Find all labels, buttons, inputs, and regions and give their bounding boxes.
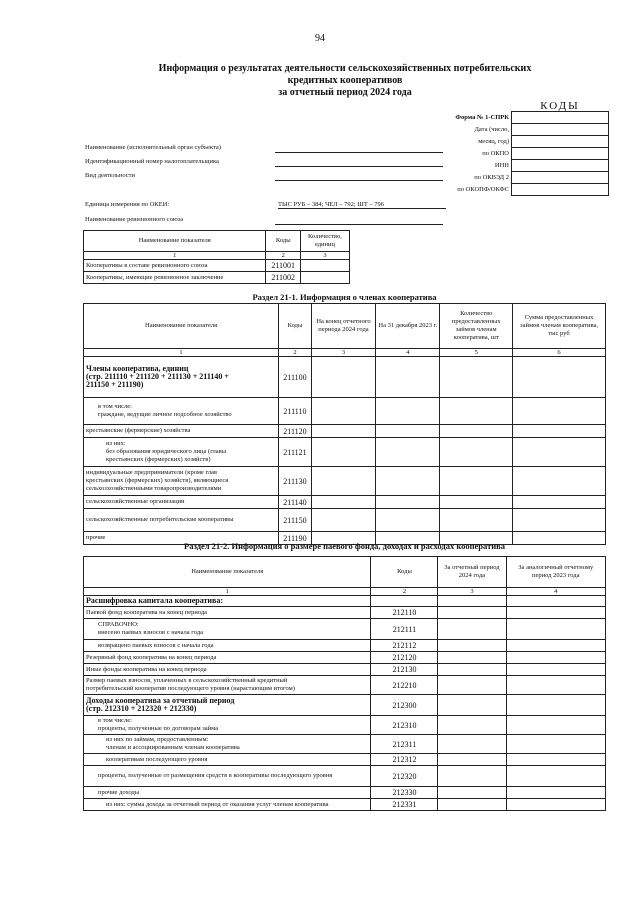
t0-colnum: 2: [266, 252, 300, 260]
codes-row-box[interactable]: [512, 160, 609, 172]
s1-row: [84, 467, 606, 496]
s2-row: [84, 664, 606, 676]
inn-line: [275, 166, 443, 167]
codes-row-box[interactable]: [512, 136, 609, 148]
s1-row-text: индивидуальные предприниматели (кроме глав: [86, 469, 217, 476]
s1-row-value[interactable]: [376, 509, 440, 532]
s1-row-value[interactable]: [311, 357, 375, 398]
executive-body-label: Наименование (исполнительный орган субъекта): [85, 144, 221, 151]
s1-row-value[interactable]: [513, 438, 606, 467]
codes-row: [440, 172, 609, 184]
s2-row-value[interactable]: [506, 716, 606, 735]
s1-row-code: 211120: [279, 425, 312, 438]
s2-row-text: СПРАВОЧНО:: [98, 621, 139, 628]
activity-label: Вид деятельности: [85, 172, 135, 179]
s2-row-value[interactable]: [506, 787, 606, 799]
s2-row-code: 212111: [371, 619, 438, 640]
s2-row-value[interactable]: [506, 676, 606, 695]
s1-row: [84, 509, 606, 532]
audit-union-label: Наименование ревизионного союза: [85, 216, 184, 223]
s2-row-value[interactable]: [438, 607, 506, 619]
s2-colnum: 1: [84, 588, 371, 596]
codes-row: [440, 136, 609, 148]
s1-row-value[interactable]: [311, 467, 375, 496]
s2-header: Наименование показателя: [84, 557, 371, 588]
s1-row-value[interactable]: [376, 496, 440, 509]
s1-row-value[interactable]: [376, 438, 440, 467]
s2-row-code: 212300: [371, 695, 438, 716]
s1-row-code: 211140: [279, 496, 312, 509]
s2-row-code: 212310: [371, 716, 438, 735]
s1-row-value[interactable]: [376, 425, 440, 438]
s1-row-value[interactable]: [376, 467, 440, 496]
s1-row-code: 211110: [279, 398, 312, 425]
codes-row-box[interactable]: [512, 124, 609, 136]
s2-row-code: 212331: [371, 799, 438, 811]
s2-row-name: [84, 695, 371, 716]
s2-row: [84, 799, 606, 811]
s2-row-name: [84, 766, 371, 787]
t0-row-name: Кооперативы в составе ревизионного союза: [84, 260, 266, 272]
s2-row-text: прочие доходы: [98, 788, 140, 796]
s2-row-text: из них: сумма дохода за отчетный период от оказания услуг членам кооператива: [106, 800, 329, 808]
s2-row-text: потребительский кооператив последующего уровня (нарастающим итогом): [86, 685, 295, 692]
s1-row-text: без образования юридического лица (главы: [106, 448, 227, 455]
s2-row-name: [84, 640, 371, 652]
s1-colnum: 4: [376, 349, 440, 357]
s1-row-name: [84, 496, 279, 509]
t0-row-code: 211001: [266, 260, 300, 272]
s2-row-name: [84, 799, 371, 811]
t0-header-code: Коды: [266, 231, 300, 252]
s1-header: Количество предоставленных займов членам кооператива, шт: [440, 304, 513, 349]
s1-row-value[interactable]: [311, 496, 375, 509]
codes-row-box[interactable]: [512, 148, 609, 160]
s2-row-text: в том числе:: [98, 717, 132, 724]
s1-row-value[interactable]: [311, 438, 375, 467]
s2-row-name: [84, 664, 371, 676]
s1-row-text: крестьянские (фермерские) хозяйства: [86, 427, 191, 434]
s1-row: [84, 357, 606, 398]
t0-row-value[interactable]: [300, 272, 349, 284]
s2-row-name: [84, 787, 371, 799]
s2-row: [84, 766, 606, 787]
s2-row: [84, 619, 606, 640]
section-2-title: Раздел 21-2. Информация о размере паевого фонда, доходах и расходах кооператива: [184, 541, 505, 551]
s1-colnum: 6: [513, 349, 606, 357]
s2-row-value[interactable]: [438, 664, 506, 676]
s2-row-name: [84, 735, 371, 754]
s2-row-value[interactable]: [506, 735, 606, 754]
s2-row-name: [84, 716, 371, 735]
s1-row: [84, 438, 606, 467]
title-line-3: за отчетный период 2024 года: [278, 87, 412, 98]
t0-colnum: 1: [84, 252, 266, 260]
s1-header: На 31 декабря 2023 г.: [376, 304, 440, 349]
s2-row-code: 212120: [371, 652, 438, 664]
t0-header-name: Наименование показателя: [84, 231, 266, 252]
s1-row-text: сельскохозяйственные потребительские кооперативы: [86, 516, 234, 523]
s2-colnum: 3: [438, 588, 506, 596]
document-title: [100, 63, 590, 99]
executive-body-line: [275, 152, 443, 153]
s1-row-name: [84, 438, 279, 467]
s2-row-name: [84, 607, 371, 619]
t0-header-count: Количество, единиц: [300, 231, 349, 252]
s1-row-code: 211121: [279, 438, 312, 467]
page-number: 94: [315, 33, 325, 44]
s2-row-value[interactable]: [506, 766, 606, 787]
s2-row-text: возвращено паевых взносов с начала года: [98, 641, 214, 649]
s1-row-text: (стр. 211110 + 211120 + 211130 + 211140 +: [86, 372, 229, 381]
s2-row-code: 212112: [371, 640, 438, 652]
s2-row-name: [84, 596, 371, 607]
title-line-1: Информация о результатах деятельности сельскохозяйственных потребительских: [158, 63, 532, 74]
s2-row-value[interactable]: [438, 596, 506, 607]
s1-row-value[interactable]: [513, 357, 606, 398]
codes-row-label: по ОКОПФ/ОКФС: [457, 186, 509, 193]
s2-row-text: проценты, полученные по договорам займа: [98, 725, 219, 732]
s1-row-text: в том числе:: [98, 403, 132, 410]
activity-line: [275, 180, 443, 181]
s2-row-text: проценты, полученные от размещения средств в кооперативы последующего уровня: [98, 772, 333, 779]
s1-row-text: 211150 + 211190): [86, 380, 144, 389]
s2-row-text: Расшифровка капитала кооператива:: [86, 596, 224, 605]
s1-row-name: [84, 357, 279, 398]
inn-label: Идентификационный номер налогоплательщика: [85, 158, 219, 165]
s1-row-value[interactable]: [440, 438, 513, 467]
codes-row: [440, 160, 609, 172]
s2-row-value[interactable]: [506, 754, 606, 766]
s2-row-text: Резервный фонд кооператива на конец периода: [86, 653, 217, 661]
codes-row-label: по ОКПО: [482, 150, 509, 157]
s2-row-text: Доходы кооператива за отчетный период: [86, 696, 235, 705]
s2-row-text: Иные фонды кооператива на конец периода: [86, 665, 207, 673]
codes-row-box[interactable]: [512, 172, 609, 184]
s1-row-value[interactable]: [440, 509, 513, 532]
codes-table: [440, 111, 609, 196]
codes-row: [440, 124, 609, 136]
section-1-title: Раздел 21-1. Информация о членах кооператива: [252, 292, 437, 302]
s1-row-text: прочие: [86, 534, 106, 541]
s2-row-value[interactable]: [506, 640, 606, 652]
s1-row-name: [84, 467, 279, 496]
s2-row-value[interactable]: [438, 735, 506, 754]
s1-header: Коды: [279, 304, 312, 349]
t0-row-code: 211002: [266, 272, 300, 284]
s2-row: [84, 754, 606, 766]
section-1-table: [83, 303, 606, 545]
s1-colnum: 3: [311, 349, 375, 357]
s1-row-code: 211100: [279, 357, 312, 398]
codes-row: [440, 112, 609, 124]
s1-row-text: сельхозхозяйственными товаропроизводителями: [86, 485, 222, 492]
s1-row-value[interactable]: [440, 496, 513, 509]
s2-row-text: (стр. 212310 + 212320 + 212330): [86, 704, 197, 713]
s1-row-value[interactable]: [440, 357, 513, 398]
codes-row-box[interactable]: [512, 112, 609, 124]
s2-row-value[interactable]: [438, 695, 506, 716]
s1-row-text: крестьянских (фермерских) хозяйств), являющиеся: [86, 477, 229, 484]
s1-colnum: 2: [279, 349, 312, 357]
s2-row-value[interactable]: [506, 607, 606, 619]
section-2-table: [83, 556, 606, 811]
s2-row-value[interactable]: [438, 766, 506, 787]
s2-row-text: Паевой фонд кооператива на конец периода: [86, 608, 208, 616]
s2-row: [84, 652, 606, 664]
s2-row-value[interactable]: [438, 640, 506, 652]
s2-row-text: из них по займам, предоставленным:: [106, 736, 209, 743]
codes-row-box[interactable]: [512, 184, 609, 196]
codes-row: [440, 184, 609, 196]
codes-row: [440, 148, 609, 160]
s1-row-code: 211130: [279, 467, 312, 496]
s1-row: [84, 425, 606, 438]
t0-row-value[interactable]: [300, 260, 349, 272]
s1-row-text: Члены кооператива, единиц: [86, 364, 189, 373]
s2-row-name: [84, 676, 371, 695]
okei-value: ТЫС РУБ – 384; ЧЕЛ – 792; ШТ – 796: [278, 201, 446, 209]
s1-row-value[interactable]: [376, 357, 440, 398]
s2-row-text: Размер паевых взносов, уплаченных в сельскохозяйственный кредитный: [86, 677, 288, 684]
s2-row-name: [84, 754, 371, 766]
s2-row-text: внесено паевых взносов с начала года: [98, 629, 204, 636]
s2-row-code: 212130: [371, 664, 438, 676]
s2-header: За аналогичный отчетному период 2023 года: [506, 557, 606, 588]
s1-header: Наименование показателя: [84, 304, 279, 349]
s2-row: [84, 735, 606, 754]
s2-row-value[interactable]: [506, 664, 606, 676]
s1-row-value[interactable]: [311, 398, 375, 425]
s1-row: [84, 496, 606, 509]
t0-row-name: Кооперативы, имеющие ревизионное заключение: [84, 272, 266, 284]
s2-header: Коды: [371, 557, 438, 588]
codes-row-label: Форма № 1-СПРК: [455, 114, 509, 121]
s2-row: [84, 676, 606, 695]
s2-row-value[interactable]: [438, 652, 506, 664]
s2-row-code: 212311: [371, 735, 438, 754]
s1-row-value[interactable]: [440, 425, 513, 438]
s2-row-code: 212312: [371, 754, 438, 766]
audit-union-line: [275, 224, 443, 225]
codes-row-label: ИНН: [494, 162, 509, 169]
s1-colnum: 5: [440, 349, 513, 357]
s1-colnum: 1: [84, 349, 279, 357]
s2-colnum: 2: [371, 588, 438, 596]
s2-row-value[interactable]: [438, 799, 506, 811]
s1-row-text: сельскохозяйственные организации: [86, 498, 185, 505]
s2-row-value[interactable]: [506, 619, 606, 640]
s2-row-name: [84, 652, 371, 664]
s1-row-value[interactable]: [513, 496, 606, 509]
s2-row-text: членам и ассоциированным членам кооператива: [106, 744, 240, 751]
s1-row-text: из них:: [106, 440, 126, 447]
s2-row-value[interactable]: [506, 695, 606, 716]
s2-row-value[interactable]: [506, 799, 606, 811]
s2-row-value[interactable]: [438, 716, 506, 735]
s1-row-value[interactable]: [311, 509, 375, 532]
s1-row-value[interactable]: [440, 467, 513, 496]
s1-row-value[interactable]: [513, 425, 606, 438]
t0-colnum: 3: [300, 252, 349, 260]
s2-row-value[interactable]: [438, 787, 506, 799]
s2-row-value[interactable]: [506, 652, 606, 664]
s1-row-value[interactable]: [311, 425, 375, 438]
s2-row-text: кооперативам последующего уровня: [106, 755, 208, 763]
s2-row-name: [84, 619, 371, 640]
s2-row-value[interactable]: [438, 754, 506, 766]
s2-row-code: 212320: [371, 766, 438, 787]
s1-header: Сумма предоставленных займов членам кооператива, тыс руб: [513, 304, 606, 349]
s2-row-value[interactable]: [506, 596, 606, 607]
s1-row-name: [84, 398, 279, 425]
s1-row-value[interactable]: [513, 509, 606, 532]
s1-row-value[interactable]: [376, 398, 440, 425]
codes-row-label: по ОКВЭД 2: [474, 174, 509, 181]
s2-row: [84, 787, 606, 799]
s1-row-code: 211190: [279, 532, 312, 545]
s1-row-code: 211150: [279, 509, 312, 532]
s1-row-value[interactable]: [513, 398, 606, 425]
s1-row-text: крестьянских (фермерских) хозяйств): [106, 456, 211, 463]
s2-row-value[interactable]: [438, 676, 506, 695]
s2-row-code: [371, 596, 438, 607]
s2-colnum: 4: [506, 588, 606, 596]
s1-row: [84, 398, 606, 425]
s1-header: На конец отчетного периода 2024 года: [311, 304, 375, 349]
codes-header: КОДЫ: [540, 100, 580, 112]
audit-union-table: [83, 230, 350, 284]
okei-label: Единица измерения по ОКЕИ:: [85, 201, 170, 208]
s1-row-value[interactable]: [440, 398, 513, 425]
s1-row-name: [84, 425, 279, 438]
title-line-2: кредитных кооперативов: [287, 75, 403, 86]
s2-row-code: 212210: [371, 676, 438, 695]
codes-row-label: месяц, год): [478, 138, 509, 145]
s1-row-name: [84, 509, 279, 532]
s2-row: [84, 607, 606, 619]
s2-row-code: 212110: [371, 607, 438, 619]
s2-row-code: 212330: [371, 787, 438, 799]
s1-row-value[interactable]: [513, 467, 606, 496]
s2-row: [84, 716, 606, 735]
s2-row: [84, 695, 606, 716]
codes-row-label: Дата (число,: [474, 126, 509, 133]
s2-row-value[interactable]: [438, 619, 506, 640]
s2-row: [84, 640, 606, 652]
s2-header: За отчетный период 2024 года: [438, 557, 506, 588]
s1-row-text: граждане, ведущие личное подсобное хозяйство: [98, 411, 232, 418]
s2-row: [84, 596, 606, 607]
